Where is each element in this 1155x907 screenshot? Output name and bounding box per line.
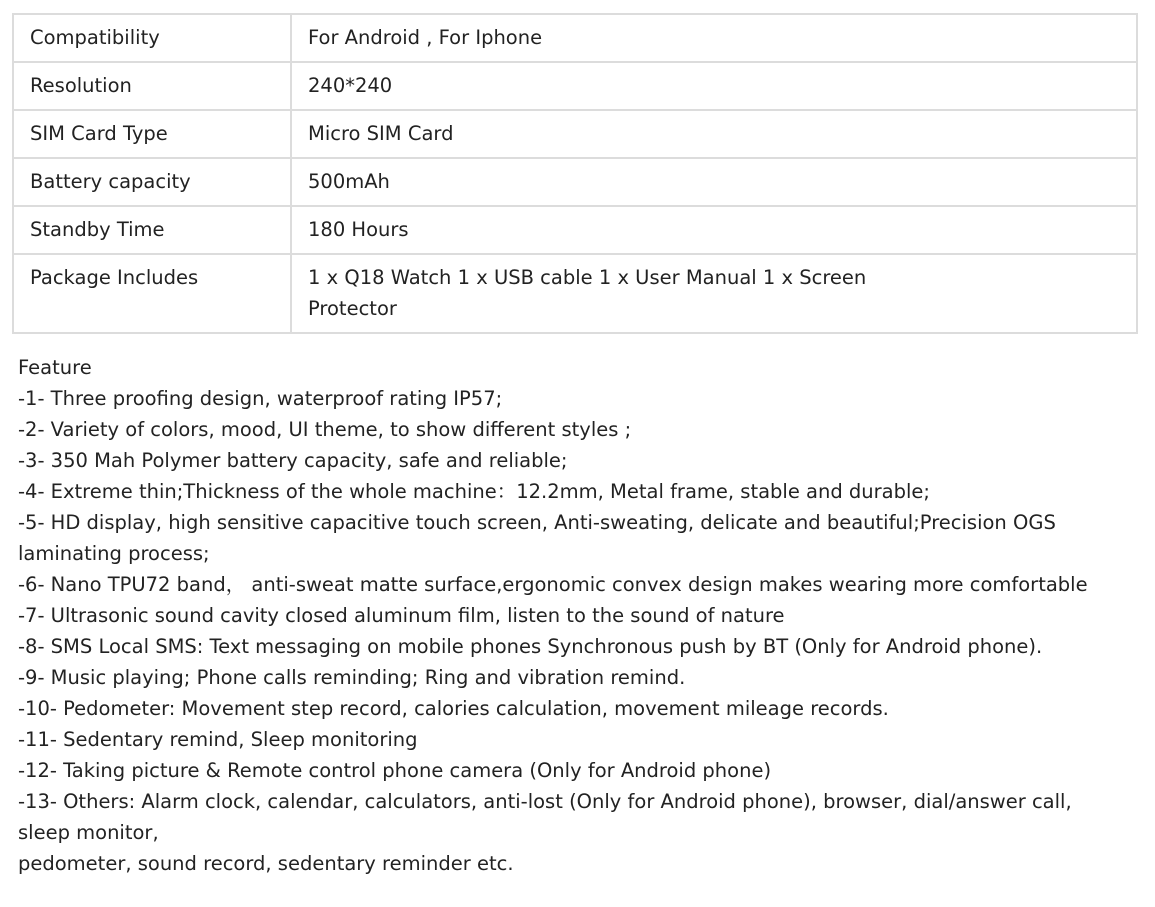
spec-value: Micro SIM Card: [291, 110, 1137, 158]
feature-line: -3- 350 Mah Polymer battery capacity, safe and reliable;: [18, 449, 568, 472]
feature-line: pedometer, sound record, sedentary reminder etc.: [18, 852, 514, 875]
feature-line: -8- SMS Local SMS: Text messaging on mobile phones Synchronous push by BT (Only for Android phone).: [18, 635, 1043, 658]
spec-row-resolution: [13, 62, 1137, 110]
feature-line: -6- Nano TPU72 band， anti-sweat matte surface,ergonomic convex design makes wearing more comfortable: [18, 573, 1088, 596]
spec-value: 500mAh: [291, 158, 1137, 206]
feature-line: -4- Extreme thin;Thickness of the whole machine：12.2mm, Metal frame, stable and durable;: [18, 480, 930, 503]
feature-line: -1- Three proofing design, waterproof rating IP57;: [18, 387, 503, 410]
spec-value-cell: [291, 254, 1137, 333]
spec-label: Standby Time: [13, 206, 291, 254]
spec-label: Compatibility: [13, 14, 291, 62]
feature-line: -2- Variety of colors, mood, UI theme, to show different styles ;: [18, 418, 632, 441]
spec-value: 180 Hours: [291, 206, 1137, 254]
feature-line: -5- HD display, high sensitive capacitive touch screen, Anti-sweating, delicate and beautiful;Precision OGS laminating process;: [18, 511, 1056, 565]
feature-line: -9- Music playing; Phone calls reminding; Ring and vibration remind.: [18, 666, 686, 689]
feature-line: -7- Ultrasonic sound cavity closed aluminum film, listen to the sound of nature: [18, 604, 785, 627]
spec-row-package-includes: [13, 254, 1137, 333]
feature-line: -12- Taking picture & Remote control phone camera (Only for Android phone): [18, 759, 772, 782]
spec-row-sim-card-type: [13, 110, 1137, 158]
spec-row-compatibility: [13, 14, 1137, 62]
feature-line: -13- Others: Alarm clock, calendar, calculators, anti-lost (Only for Android phone), browser, dial/answer call, sleep monitor,: [18, 790, 1072, 844]
feature-line: -11- Sedentary remind, Sleep monitoring: [18, 728, 418, 751]
spec-label: Battery capacity: [13, 158, 291, 206]
spec-value: 1 x Q18 Watch 1 x USB cable 1 x User Manual 1 x Screen Protector: [308, 266, 867, 320]
spec-label: Resolution: [13, 62, 291, 110]
spec-row-standby-time: [13, 206, 1137, 254]
spec-value: For Android , For Iphone: [291, 14, 1137, 62]
spec-label: SIM Card Type: [13, 110, 291, 158]
feature-heading: Feature: [18, 356, 92, 379]
spec-row-battery-capacity: [13, 158, 1137, 206]
spec-table: [12, 13, 1138, 334]
feature-list: [18, 352, 1128, 879]
feature-line: -10- Pedometer: Movement step record, calories calculation, movement mileage records.: [18, 697, 889, 720]
spec-value: 240*240: [291, 62, 1137, 110]
spec-label: Package Includes: [13, 254, 291, 333]
